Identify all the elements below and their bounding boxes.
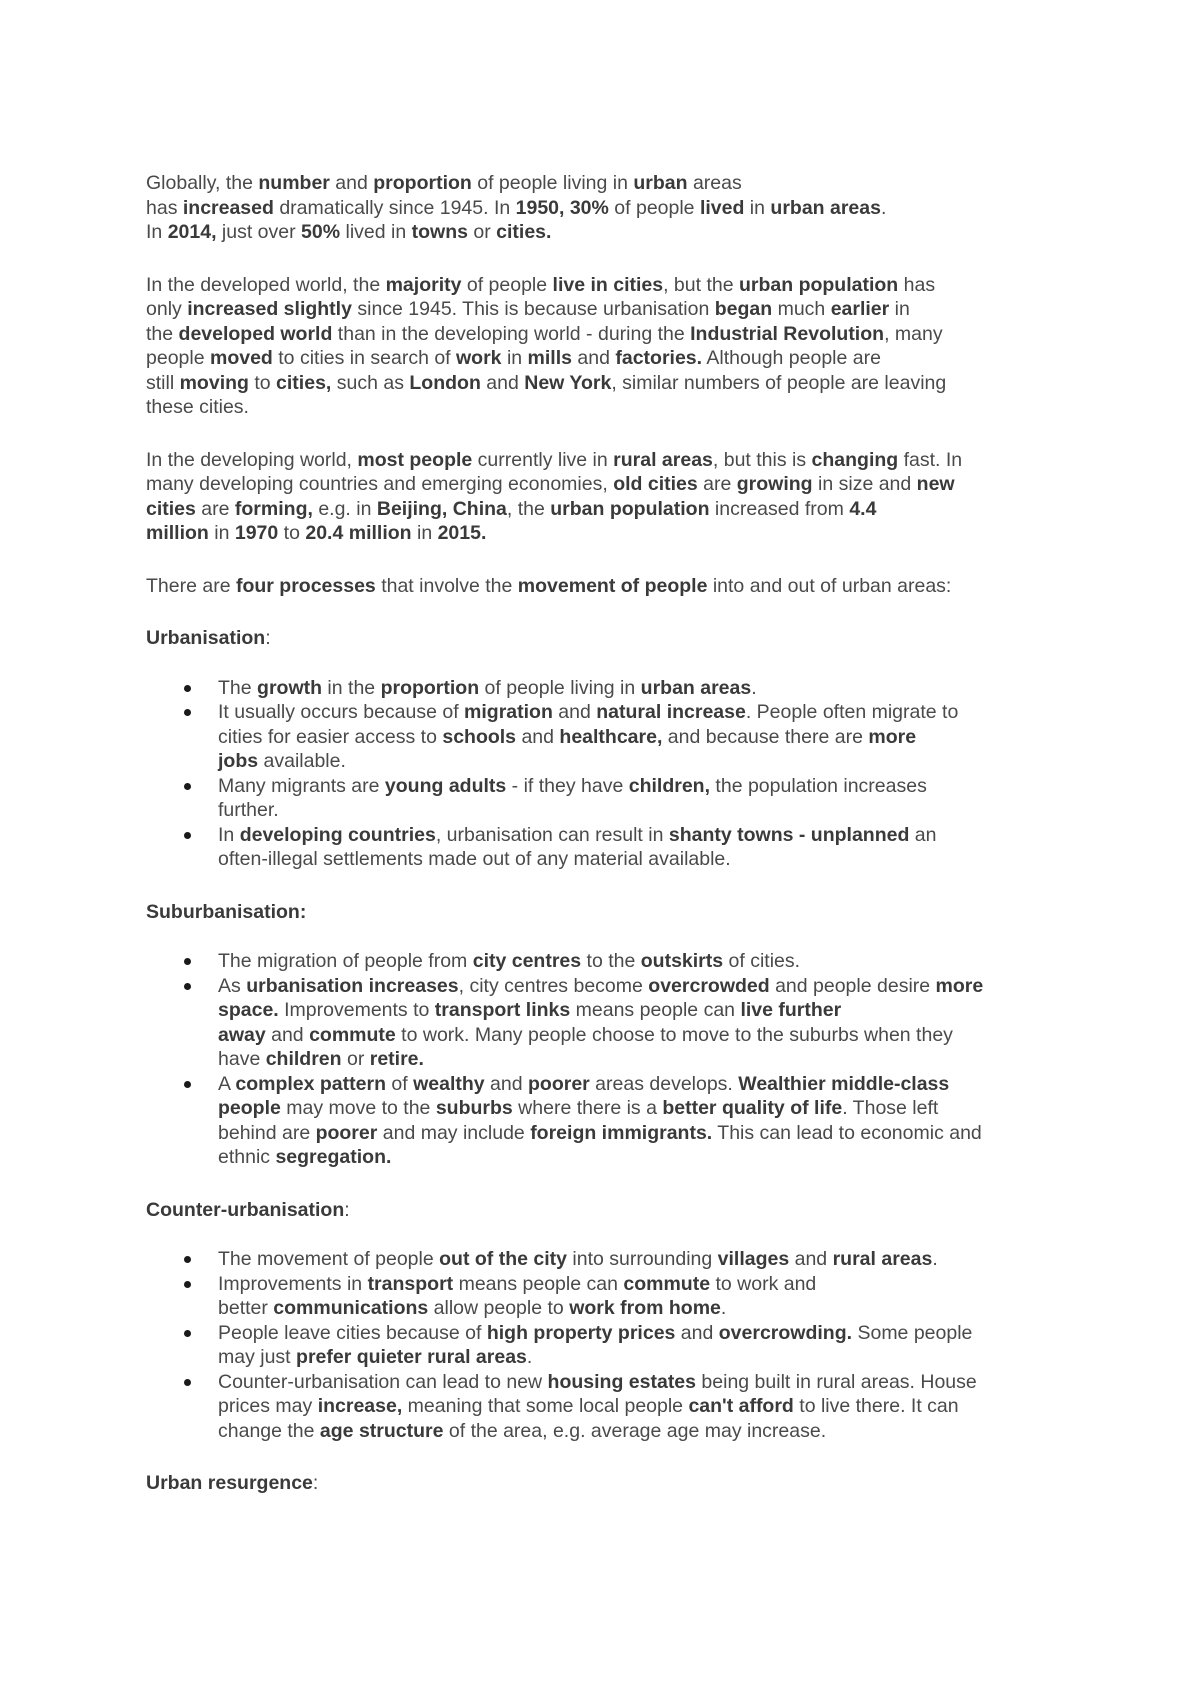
bold-text: developed world <box>178 322 333 345</box>
bullet-icon <box>184 983 191 990</box>
text-run: of <box>385 1072 414 1095</box>
text-run: available. <box>258 750 346 772</box>
bold-text: 1970 <box>234 522 279 544</box>
bold-text: Beijing, China <box>376 497 507 520</box>
bold-text: New York <box>524 371 612 394</box>
text-run: Improvements in <box>218 1272 368 1295</box>
list-item <box>146 949 1066 974</box>
bold-text: complex pattern <box>235 1072 386 1095</box>
list-item <box>146 974 1066 1072</box>
text-line <box>218 1145 1066 1170</box>
text-line <box>218 847 1066 872</box>
text-line <box>218 998 1066 1023</box>
text-run: areas develops. <box>589 1072 739 1095</box>
bold-text: urban areas <box>770 196 881 219</box>
bold-text: live in cities <box>552 273 664 296</box>
text-run: and <box>552 701 597 723</box>
bold-text: urban <box>633 172 688 194</box>
text-run: such as <box>331 371 410 394</box>
text-run: cities for easier access to <box>218 725 443 748</box>
bold-text: moving <box>179 371 249 394</box>
list-item <box>146 676 1066 701</box>
text-run: and <box>484 1072 528 1095</box>
text-line <box>146 273 1066 298</box>
text-line <box>218 1047 1066 1072</box>
bold-text: work <box>456 347 502 369</box>
text-run: lived in <box>340 221 412 243</box>
text-run: People leave cities because of <box>218 1321 487 1344</box>
bold-text: poorer <box>528 1072 590 1095</box>
text-run: A <box>218 1072 236 1095</box>
bold-text: 2014, <box>167 221 217 243</box>
bullet-icon <box>184 783 191 790</box>
text-run: to work. Many people choose to move to the suburbs when they <box>395 1023 953 1046</box>
bold-text: growth <box>257 676 323 699</box>
text-run: increased from <box>709 497 850 520</box>
urban-resurgence-heading <box>146 1471 1066 1496</box>
text-run: an <box>909 823 937 846</box>
bold-text: mills <box>527 347 572 369</box>
text-run: In the developing world, <box>146 448 358 471</box>
text-run: are <box>697 473 737 495</box>
bold-text: poorer <box>315 1121 378 1144</box>
bold-text: urban population <box>738 273 899 296</box>
bold-text: work from home <box>569 1297 721 1319</box>
document-page <box>146 171 1066 1496</box>
text-run: areas <box>687 172 742 194</box>
text-run: As <box>218 974 247 997</box>
bold-text: million <box>146 522 209 544</box>
text-run: and <box>329 172 374 194</box>
text-run: still <box>146 371 180 394</box>
bold-text: Counter-urbanisation <box>146 1198 345 1221</box>
text-run: in <box>744 196 771 219</box>
bold-text: London <box>409 371 481 394</box>
bold-text: out of the city <box>439 1248 567 1270</box>
text-run: to the <box>581 950 641 972</box>
text-run: in the <box>322 676 381 699</box>
bold-text: increased <box>182 196 274 219</box>
bold-text: lived <box>699 196 745 219</box>
bold-text: commute <box>623 1272 711 1295</box>
text-run: It usually occurs because of <box>218 701 465 723</box>
text-run: The movement of people <box>218 1248 440 1270</box>
text-line <box>218 823 1066 848</box>
text-run: just over <box>216 221 302 243</box>
text-line <box>146 395 1066 420</box>
text-run: much <box>772 298 831 320</box>
text-run: , but this is <box>712 448 812 471</box>
text-run: In the developed world, the <box>146 273 386 296</box>
bold-text: increase, <box>317 1395 403 1417</box>
text-run: , city centres become <box>458 974 649 997</box>
bullet-icon <box>184 1330 191 1337</box>
text-run: , the <box>506 497 551 520</box>
text-run: The migration of people from <box>218 950 473 972</box>
bold-text: earlier <box>830 298 890 320</box>
text-run: and people desire <box>769 974 936 997</box>
text-run: There are <box>146 574 236 597</box>
text-run: : <box>312 1472 319 1494</box>
text-run: the <box>146 322 179 345</box>
text-run: where there is a <box>512 1097 663 1119</box>
suburbanisation-heading <box>146 900 1066 925</box>
text-run: . Those left <box>842 1097 939 1119</box>
text-line <box>146 626 1066 651</box>
text-run: means people can <box>570 999 741 1021</box>
bold-text: commute <box>309 1023 396 1046</box>
bold-text: 50% <box>301 221 341 243</box>
bold-text: housing estates <box>547 1370 696 1393</box>
text-run: change the <box>218 1419 320 1442</box>
text-line <box>218 1321 1066 1346</box>
bold-text: jobs <box>218 750 259 772</box>
list-item <box>146 774 1066 823</box>
text-run: and may include <box>377 1121 531 1144</box>
bold-text: four processes <box>235 574 376 597</box>
text-run: This can lead to economic and <box>712 1121 982 1144</box>
text-run: or <box>467 221 497 243</box>
text-run: Globally, the <box>146 172 259 194</box>
text-run: and <box>480 371 525 394</box>
text-run: may just <box>218 1346 297 1368</box>
bold-text: developing countries <box>239 823 436 846</box>
bold-text: most people <box>357 448 473 471</box>
list-item <box>146 1321 1066 1370</box>
bold-text: cities. <box>496 221 552 243</box>
text-run: to <box>278 522 306 544</box>
text-run: . <box>880 196 887 219</box>
text-run: may move to the <box>280 1097 436 1119</box>
text-run: Some people <box>852 1321 973 1344</box>
text-line <box>146 900 1066 925</box>
bold-text: 20.4 million <box>305 522 412 544</box>
bullet-icon <box>184 709 191 716</box>
text-run: . <box>720 1297 727 1319</box>
text-line <box>146 220 1066 245</box>
text-run: often-illegal settlements made out of any material available. <box>218 848 731 870</box>
text-run: : <box>344 1198 350 1221</box>
bold-text: schools <box>442 725 517 748</box>
bold-text: proportion <box>380 676 480 699</box>
text-run: Many migrants are <box>218 774 385 797</box>
text-run: than in the developing world - during the <box>332 322 691 345</box>
text-run: further. <box>218 799 279 821</box>
text-line <box>218 1345 1066 1370</box>
text-line <box>146 346 1066 371</box>
bullet-icon <box>184 1256 191 1263</box>
bold-text: natural increase <box>596 701 746 723</box>
bold-text: movement of people <box>517 574 708 597</box>
text-run: ethnic <box>218 1146 276 1168</box>
text-line <box>146 1471 1066 1496</box>
text-run: The <box>218 676 258 699</box>
text-line <box>218 1296 1066 1321</box>
text-line <box>218 774 1066 799</box>
text-run: . <box>932 1248 938 1270</box>
text-line <box>218 1247 1066 1272</box>
bold-text: old cities <box>613 473 698 495</box>
intro-paragraph <box>146 171 1066 245</box>
text-line <box>218 798 1066 823</box>
bold-text: transport links <box>434 999 571 1021</box>
text-run: Counter-urbanisation can lead to new <box>218 1370 548 1393</box>
bold-text: forming, <box>234 497 313 520</box>
list-item <box>146 1370 1066 1444</box>
text-line <box>146 297 1066 322</box>
text-run: in <box>501 347 528 369</box>
text-run: of the area, e.g. average age may increase. <box>443 1419 827 1442</box>
text-run: , but the <box>663 273 739 296</box>
list-item <box>146 1272 1066 1321</box>
bold-text: overcrowded <box>648 974 770 997</box>
text-run: many developing countries and emerging economies, <box>146 473 614 495</box>
text-run: has <box>146 196 183 219</box>
urbanisation-heading <box>146 626 1066 651</box>
bold-text: overcrowding. <box>718 1321 853 1344</box>
bold-text: 2015. <box>437 522 487 544</box>
text-line <box>218 1394 1066 1419</box>
bold-text: 4.4 <box>849 497 877 520</box>
bold-text: cities <box>146 497 196 520</box>
bold-text: prefer quieter rural areas <box>296 1346 527 1368</box>
bold-text: suburbs <box>435 1097 513 1119</box>
bold-text: children <box>265 1048 342 1070</box>
text-run: and <box>789 1248 833 1270</box>
bold-text: Wealthier middle-class <box>738 1072 950 1095</box>
text-run: to work and <box>710 1272 817 1295</box>
text-run: meaning that some local people <box>402 1395 689 1417</box>
list-item <box>146 1247 1066 1272</box>
text-run: and <box>265 1023 310 1046</box>
text-line <box>146 196 1066 221</box>
bold-text: Industrial Revolution <box>690 322 885 345</box>
bold-text: live further <box>740 999 842 1021</box>
text-run: to cities in search of <box>272 347 457 369</box>
bold-text: villages <box>717 1248 790 1270</box>
bold-text: new <box>916 473 955 495</box>
bold-text: more <box>935 974 984 997</box>
bold-text: migration <box>464 701 553 723</box>
text-run: are <box>195 497 235 520</box>
text-run: behind are <box>218 1121 316 1144</box>
bold-text: more <box>868 725 917 748</box>
text-run: have <box>218 1048 266 1070</box>
suburbanisation-list <box>146 949 1066 1170</box>
text-run: fast. In <box>898 448 963 471</box>
bold-text: moved <box>209 347 273 369</box>
bold-text: began <box>714 298 773 320</box>
text-run: since 1945. This is because urbanisation <box>351 298 715 320</box>
text-run: of people <box>608 196 700 219</box>
text-run: . <box>751 676 757 699</box>
bold-text: rural areas <box>832 1248 933 1270</box>
text-run: , urbanisation can result in <box>435 823 669 846</box>
text-run: of people <box>461 273 553 296</box>
bold-text: away <box>218 1023 266 1046</box>
bold-text: transport <box>367 1272 454 1295</box>
text-line <box>146 497 1066 522</box>
text-run: in <box>889 298 910 320</box>
bold-text: city centres <box>472 950 582 972</box>
bold-text: Suburbanisation: <box>146 900 307 923</box>
text-line <box>218 749 1066 774</box>
bold-text: rural areas <box>613 448 713 471</box>
text-line <box>218 725 1066 750</box>
text-run: to <box>248 371 277 394</box>
bold-text: age structure <box>319 1419 444 1442</box>
text-line <box>146 171 1066 196</box>
text-run: in <box>208 522 235 544</box>
counter-urbanisation-list <box>146 1247 1066 1443</box>
bold-text: increased slightly <box>187 298 352 320</box>
list-item <box>146 1072 1066 1170</box>
text-line <box>146 322 1066 347</box>
text-run: allow people to <box>428 1297 570 1319</box>
bold-text: segregation. <box>275 1146 392 1168</box>
bold-text: communications <box>273 1297 429 1319</box>
text-line <box>218 974 1066 999</box>
text-run: in <box>411 522 438 544</box>
text-line <box>218 1121 1066 1146</box>
bold-text: urbanisation increases <box>246 974 459 997</box>
text-line <box>218 1370 1066 1395</box>
bold-text: Urbanisation <box>146 627 266 649</box>
bold-text: outskirts <box>640 950 724 972</box>
text-run: , many <box>884 322 943 345</box>
text-run: dramatically since 1945. In <box>273 196 516 219</box>
list-item <box>146 700 1066 774</box>
text-line <box>218 1096 1066 1121</box>
four-processes-paragraph <box>146 574 1066 599</box>
bold-text: retire. <box>369 1048 424 1070</box>
text-line <box>218 1419 1066 1444</box>
bold-text: 1950, 30% <box>515 196 609 219</box>
urbanisation-list <box>146 676 1066 872</box>
bullet-icon <box>184 1379 191 1386</box>
text-run: the population increases <box>710 774 927 797</box>
bullet-icon <box>184 1281 191 1288</box>
text-run: of cities. <box>723 950 801 972</box>
bold-text: factories. <box>615 347 703 369</box>
text-run: prices may <box>218 1395 318 1417</box>
text-run: into and out of urban areas: <box>707 574 952 597</box>
bold-text: proportion <box>373 172 472 194</box>
bold-text: can't afford <box>688 1395 794 1417</box>
text-line <box>146 1198 1066 1223</box>
list-item <box>146 823 1066 872</box>
text-run: and because there are <box>662 725 869 748</box>
counter-urbanisation-heading <box>146 1198 1066 1223</box>
text-run: - if they have <box>506 774 629 797</box>
text-run: In <box>146 221 168 243</box>
bold-text: number <box>258 172 330 194</box>
text-line <box>146 521 1066 546</box>
text-line <box>218 949 1066 974</box>
bold-text: towns <box>411 221 468 243</box>
text-run: or <box>341 1048 370 1070</box>
text-line <box>146 371 1066 396</box>
bold-text: cities, <box>276 371 332 394</box>
text-run: into surrounding <box>566 1248 718 1270</box>
bold-text: children, <box>628 774 711 797</box>
text-run: to live there. It can <box>793 1395 959 1417</box>
text-run: currently live in <box>472 448 614 471</box>
developing-world-paragraph <box>146 448 1066 546</box>
text-line <box>218 1023 1066 1048</box>
text-run: better <box>218 1297 274 1319</box>
bold-text: urban areas <box>640 676 752 699</box>
bold-text: space. <box>218 999 279 1021</box>
text-line <box>146 472 1066 497</box>
text-line <box>218 1272 1066 1297</box>
bold-text: changing <box>811 448 899 471</box>
bullet-icon <box>184 958 191 965</box>
text-run: and <box>675 1321 719 1344</box>
bold-text: young adults <box>384 774 507 797</box>
text-run: of people living in <box>479 676 641 699</box>
bold-text: urban population <box>550 497 710 520</box>
text-run: means people can <box>453 1272 624 1295</box>
bullet-icon <box>184 1081 191 1088</box>
text-run: has <box>898 273 936 296</box>
bullet-icon <box>184 685 191 692</box>
text-run: : <box>265 627 271 649</box>
bold-text: growing <box>736 473 813 495</box>
text-run: and <box>516 725 560 748</box>
text-run: , similar numbers of people are leaving <box>611 371 947 394</box>
text-line <box>146 574 1066 599</box>
text-run: of people living in <box>471 172 634 194</box>
text-run: . <box>526 1346 533 1368</box>
bold-text: healthcare, <box>559 725 663 748</box>
text-run: Improvements to <box>278 999 435 1021</box>
text-line <box>218 1072 1066 1097</box>
text-line <box>218 700 1066 725</box>
bold-text: shanty towns - unplanned <box>668 823 910 846</box>
text-run: and <box>571 347 616 369</box>
text-run: only <box>146 298 188 320</box>
text-run: e.g. in <box>312 497 377 520</box>
text-run: In <box>218 823 240 846</box>
text-run: these cities. <box>146 396 249 418</box>
text-run: that involve the <box>375 574 518 597</box>
text-run: being built in rural areas. House <box>696 1370 977 1393</box>
developed-world-paragraph <box>146 273 1066 420</box>
bold-text: people <box>218 1097 281 1119</box>
bold-text: majority <box>385 273 462 296</box>
bold-text: high property prices <box>486 1321 676 1344</box>
text-run: Although people are <box>702 347 881 369</box>
text-line <box>218 676 1066 701</box>
bold-text: wealthy <box>413 1072 485 1095</box>
bold-text: Urban resurgence <box>146 1472 313 1494</box>
text-run: . People often migrate to <box>745 701 959 723</box>
text-run: people <box>146 347 210 369</box>
text-run: in size and <box>812 473 917 495</box>
text-line <box>146 448 1066 473</box>
bullet-icon <box>184 832 191 839</box>
bold-text: foreign immigrants. <box>530 1121 713 1144</box>
bold-text: better quality of life <box>662 1097 843 1119</box>
